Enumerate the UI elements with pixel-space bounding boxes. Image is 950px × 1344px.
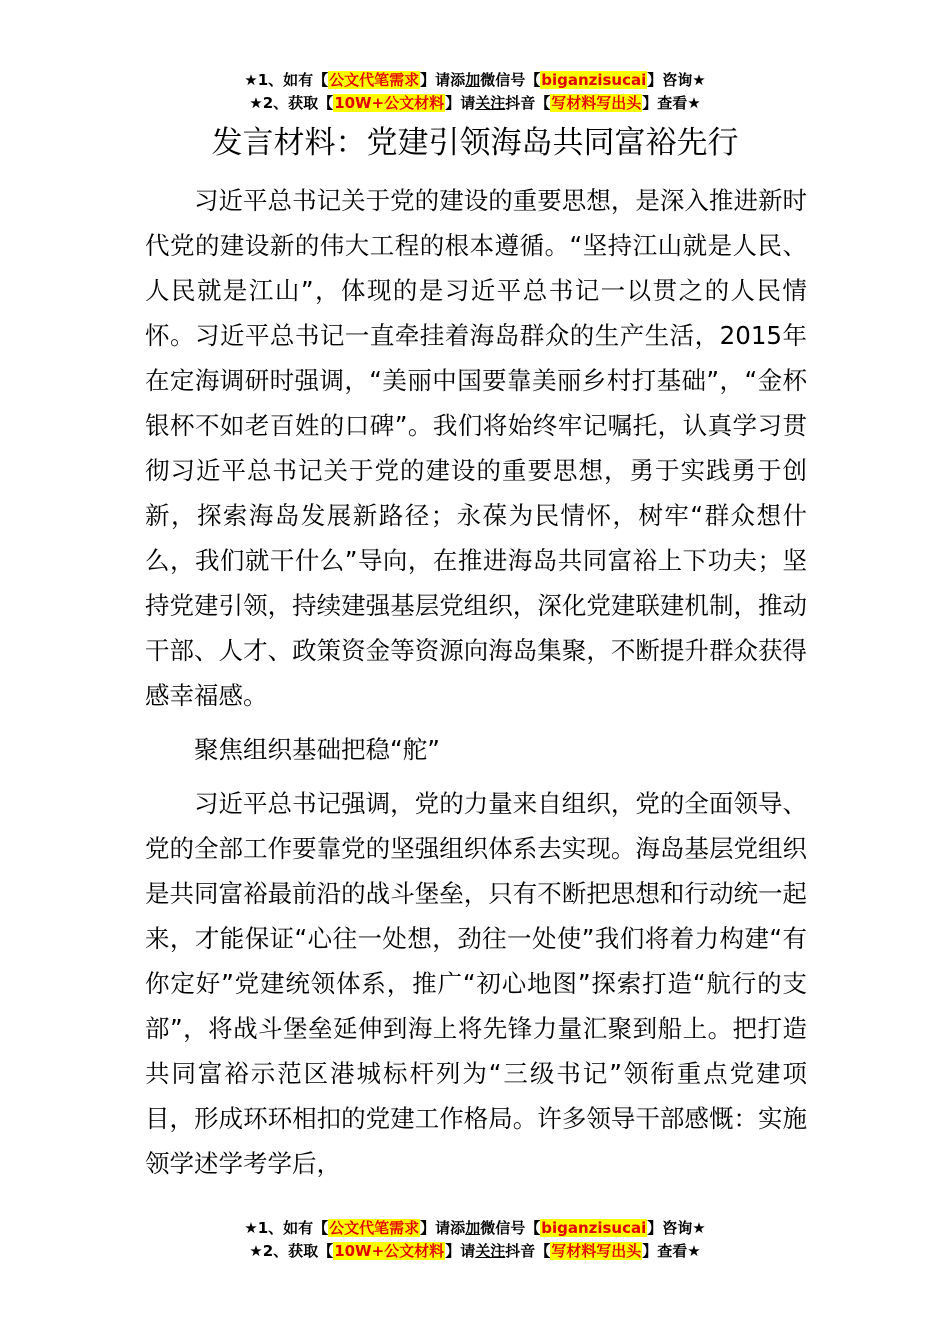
section-heading: 聚焦组织基础把稳“舵”: [194, 735, 440, 764]
promo-banner-bottom: [0, 1217, 950, 1263]
promo-line-1: ★1、如有【公文代笔需求】请添加微信号【biganzisucai】咨询★: [244, 71, 706, 89]
highlight-materials: 10W+公文材料: [334, 94, 445, 112]
highlight-service: 公文代笔需求: [329, 1219, 420, 1237]
paragraph: 习近平总书记强调，党的力量来自组织，党的全面领导、党的全部工作要靠党的坚强组织体系去实现。海岛基层党组织是共同富裕最前沿的战斗堡垒，只有不断把思想和行动统一起来，才能保证“心往一处想，劲往一处使”我们将着力构建“有你定好”党建统领体系，推广“初心地图”探索打造“航行的支部”，将战斗堡垒延伸到海上将先锋力量汇聚到船上。把打造共同富裕示范区港城标杆列为“三级书记”领衔重点党建项目，形成环环相扣的党建工作格局。许多领导干部感慨：实施领学述学考学后，: [145, 789, 807, 1178]
promo-banner-top: [0, 69, 950, 115]
highlight-service: 公文代笔需求: [329, 71, 420, 89]
promo-line-1: ★1、如有【公文代笔需求】请添加微信号【biganzisucai】咨询★: [244, 1219, 706, 1237]
highlight-wechat-id: biganzisucai: [541, 1219, 647, 1237]
promo-line-2: ★2、获取【10W+公文材料】请关注抖音【写材料写出头】查看★: [249, 1242, 701, 1260]
highlight-materials: 10W+公文材料: [334, 1242, 445, 1260]
highlight-wechat-id: biganzisucai: [541, 71, 647, 89]
highlight-douyin: 写材料写出头: [551, 94, 642, 112]
highlight-douyin: 写材料写出头: [551, 1242, 642, 1260]
document-body: [145, 178, 807, 1186]
document-title: 发言材料：党建引领海岛共同富裕先行: [211, 125, 739, 161]
paragraph: 习近平总书记关于党的建设的重要思想，是深入推进新时代党的建设新的伟大工程的根本遵循。“坚持江山就是人民、人民就是江山”，体现的是习近平总书记一以贯之的人民情怀。习近平总书记一直牵挂着海岛群众的生产生活，2015年在定海调研时强调，“美丽中国要靠美丽乡村打基础”，“金杯银杯不如老百姓的口碑”。我们将始终牢记嘱托，认真学习贯彻习近平总书记关于党的建设的重要思想，勇于实践勇于创新，探索海岛发展新路径；永葆为民情怀，树牢“群众想什么，我们就干什么”导向，在推进海岛共同富裕上下功夫；坚持党建引领，持续建强基层党组织，深化党建联建机制，推动干部、人才、政策资金等资源向海岛集聚，不断提升群众获得感幸福感。: [145, 186, 807, 710]
promo-line-2: ★2、获取【10W+公文材料】请关注抖音【写材料写出头】查看★: [249, 94, 701, 112]
